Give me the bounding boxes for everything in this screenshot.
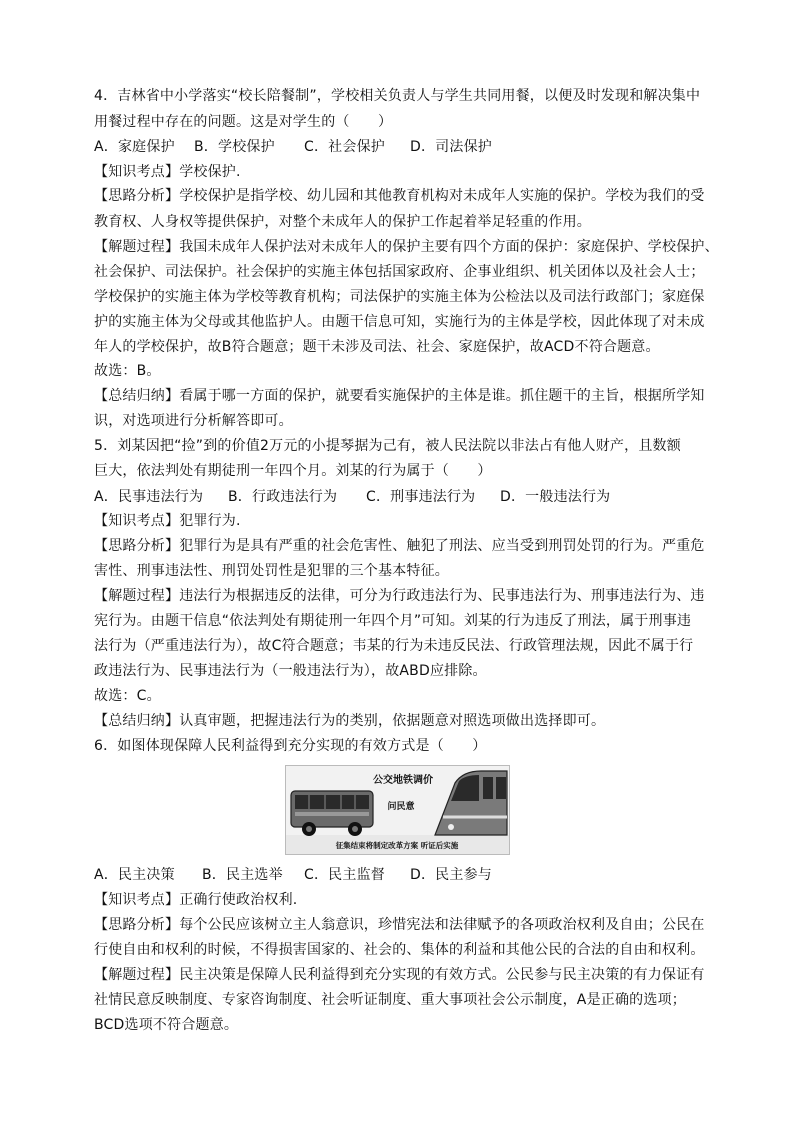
q6-stem-line-1: 6．如图体现保障人民利益得到充分实现的有效方式是（ ） [94, 738, 487, 754]
q4-analysis-line-2: 教育权、人身权等提供保护，对整个未成年人的保护工作起着举足轻重的作用。 [94, 214, 591, 230]
q4-process-line-5: 年人的学校保护，故B符合题意；题干未涉及司法、社会、家庭保护，故ACD不符合题意。 [94, 339, 660, 355]
q6-option-a: A．民主决策 [94, 867, 175, 883]
q6-option-b: B．民主选举 [202, 867, 283, 883]
q5-summary-line-1: 【总结归纳】认真审题，把握违法行为的类别，依据题意对照选项做出选择即可。 [94, 713, 606, 729]
q5-process-line-3: 法行为（严重违法行为），故C符合题意；韦某的行为未违反民法、行政管理法规，因此不属于行 [94, 638, 694, 654]
q4-option-b: B．学校保护 [194, 139, 275, 155]
q4-process-line-1: 【解题过程】我国未成年人保护法对未成年人的保护主要有四个方面的保护：家庭保护、学校保护、 [94, 239, 719, 255]
q4-option-c: C．社会保护 [304, 139, 385, 155]
q5-analysis-line-1: 【思路分析】犯罪行为是具有严重的社会危害性、触犯了刑法、应当受到刑罚处罚的行为。严重危 [94, 538, 705, 554]
figure-title: 公交地铁调价 [373, 775, 433, 786]
q6-option-d: D．民主参与 [410, 867, 492, 883]
q4-stem-line-2: 用餐过程中存在的问题。这是对学生的（ ） [94, 114, 393, 130]
q6-options [94, 866, 694, 884]
q5-knowledge: 【知识考点】犯罪行为. [94, 513, 241, 529]
figure-subtitle: 问民意 [387, 802, 415, 812]
q5-option-a: A．民事违法行为 [94, 489, 204, 505]
q5-process-line-2: 宪行为。由题干信息“依法判处有期徒刑一年四个月”可知。刘某的行为违反了刑法，属于刑事违 [94, 613, 692, 629]
q5-stem-line-1: 5．刘某因把“捡”到的价值2万元的小提琴据为己有，被人民法院以非法占有他人财产，且数额 [94, 438, 681, 454]
q6-analysis-line-1: 【思路分析】每个公民应该树立主人翁意识，珍惜宪法和法律赋予的各项政治权利及自由；公民在 [94, 917, 705, 933]
q5-analysis-line-2: 害性、刑事违法性、刑罚处罚性是犯罪的三个基本特征。 [94, 563, 449, 579]
q4-options [94, 138, 694, 156]
figure-caption: 征集结束将制定改革方案 听证后实施 [335, 841, 459, 850]
q4-process-line-3: 学校保护的实施主体为学校等教育机构；司法保护的实施主体为公检法以及司法行政部门；家庭保 [94, 289, 705, 305]
q4-stem-line-1: 4．吉林省中小学落实“校长陪餐制”，学校相关负责人与学生共同用餐，以便及时发现和解决集中 [94, 88, 701, 104]
q4-summary-line-2: 识，对选项进行分析解答即可。 [94, 413, 293, 429]
q6-process-line-3: BCD选项不符合题意。 [94, 1017, 239, 1033]
q4-summary-line-1: 【总结归纳】看属于哪一方面的保护，就要看实施保护的主体是谁。抓住题干的主旨，根据所学知 [94, 388, 705, 404]
q4-process-line-2: 社会保护、司法保护。社会保护的实施主体包括国家政府、企事业组织、机关团体以及社会人士； [94, 264, 705, 280]
q5-process-line-1: 【解题过程】违法行为根据违反的法律，可分为行政违法行为、民事违法行为、刑事违法行为、违 [94, 588, 705, 604]
q5-process-line-4: 政违法行为、民事违法行为（一般违法行为），故ABD应排除。 [94, 663, 487, 679]
q5-stem-line-2: 巨大，依法判处有期徒刑一年四个月。刘某的行为属于（ ） [94, 463, 492, 479]
q5-option-d: D．一般违法行为 [500, 489, 611, 505]
q5-option-b: B．行政违法行为 [228, 489, 338, 505]
bus-metro-illustration [285, 765, 510, 855]
q6-illustration [285, 765, 510, 855]
q6-analysis-line-2: 行使自由和权利的时候，不得损害国家的、社会的、集体的利益和其他公民的合法的自由和权利。 [94, 942, 705, 958]
q4-analysis-line-1: 【思路分析】学校保护是指学校、幼儿园和其他教育机构对未成年人实施的保护。学校为我们的受 [94, 188, 705, 204]
q6-option-c: C．民主监督 [304, 867, 385, 883]
q4-option-a: A．家庭保护 [94, 139, 175, 155]
q6-process-line-1: 【解题过程】民主决策是保障人民利益得到充分实现的有效方式。公民参与民主决策的有力保证有 [94, 967, 705, 983]
q5-option-c: C．刑事违法行为 [366, 489, 476, 505]
q6-process-line-2: 社情民意反映制度、专家咨询制度、社会听证制度、重大事项社会公示制度，A是正确的选项； [94, 992, 686, 1008]
q4-knowledge: 【知识考点】学校保护. [94, 164, 241, 180]
q5-answer: 故选：C。 [94, 688, 161, 704]
q4-answer: 故选：B。 [94, 363, 161, 379]
q5-options [94, 488, 694, 506]
q4-option-d: D．司法保护 [410, 139, 492, 155]
q4-process-line-4: 护的实施主体为父母或其他监护人。由题干信息可知，实施行为的主体是学校，因此体现了对未成 [94, 314, 705, 330]
q6-knowledge: 【知识考点】正确行使政治权利. [94, 892, 298, 908]
